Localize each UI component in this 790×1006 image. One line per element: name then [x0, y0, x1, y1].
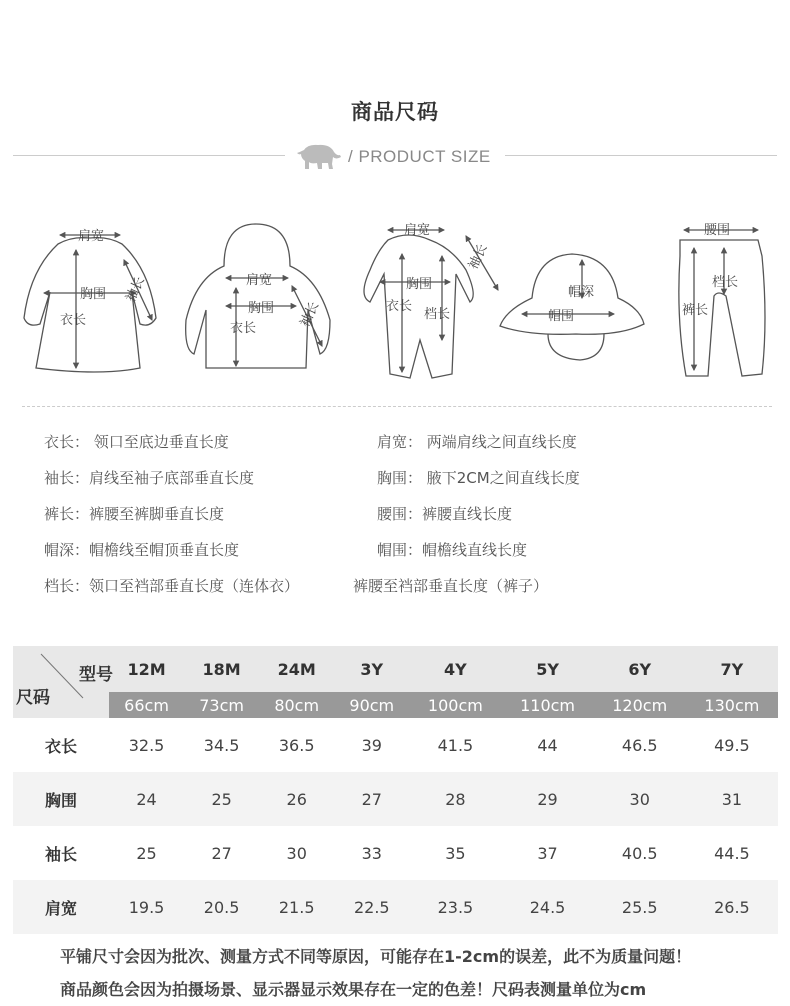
svg-text:帽深: 帽深 [568, 285, 595, 300]
table-cell: 32.5 [128, 735, 165, 755]
elephant-icon [296, 144, 342, 170]
svg-text:档长: 档长 [424, 307, 451, 322]
height-header: 110cm [501, 692, 593, 718]
table-cell: 26.5 [686, 880, 778, 934]
table-cell: 25 [136, 843, 157, 863]
table-cell: 28 [409, 772, 501, 826]
table-cell: 40.5 [621, 843, 658, 863]
table-cell: 24.5 [501, 880, 593, 934]
height-header-row [13, 692, 778, 718]
table-cell: 27 [211, 843, 232, 863]
svg-text:胸围: 胸围 [80, 287, 107, 302]
height-header: 80cm [259, 692, 334, 718]
table-cell: 34.5 [203, 735, 240, 755]
table-cell: 26 [259, 772, 334, 826]
divider-left [13, 155, 285, 156]
table-row [13, 772, 778, 826]
table-cell: 37 [537, 843, 558, 863]
table-cell: 31 [686, 772, 778, 826]
table-cell: 30 [286, 843, 307, 863]
definition-row: 档长：领口至裆部垂直长度（连体衣） 裤腰至裆部垂直长度（裤子） [44, 577, 549, 595]
table-cell: 49.5 [714, 735, 750, 755]
table-cell: 44 [537, 735, 558, 755]
note-line: 商品颜色会因为拍摄场景、显示器显示效果存在一定的色差！尺码表测量单位为cm [60, 980, 647, 999]
table-cell: 24 [109, 772, 184, 826]
height-header: 66cm [109, 692, 184, 718]
definition-row: 裤长：裤腰至裤脚垂直长度 腰围：裤腰直线长度 [44, 505, 513, 523]
table-cell: 33 [361, 843, 382, 863]
size-header: 5Y [501, 646, 593, 692]
page-title: 商品尺码 [351, 100, 439, 124]
svg-text:腰围: 腰围 [704, 223, 731, 238]
pants-diagram [679, 223, 765, 376]
svg-text:袖长: 袖长 [465, 241, 491, 272]
table-cell: 36.5 [278, 735, 315, 755]
definition-row: 袖长：肩线至袖子底部垂直长度 胸围： 腋下2CM之间直线长度 [44, 469, 580, 487]
svg-text:肩宽: 肩宽 [404, 223, 431, 238]
svg-text:肩宽: 肩宽 [246, 273, 273, 288]
table-cell: 19.5 [109, 880, 184, 934]
table-cell: 29 [501, 772, 593, 826]
height-header: 100cm [409, 692, 501, 718]
divider-right [505, 155, 777, 156]
subtitle: / PRODUCT SIZE [296, 144, 491, 170]
svg-text:胸围: 胸围 [248, 301, 275, 316]
hat-diagram [500, 254, 644, 360]
table-cell: 21.5 [259, 880, 334, 934]
row-label: 衣长 [44, 736, 77, 756]
dress-diagram [24, 229, 156, 372]
svg-text:衣长: 衣长 [386, 299, 413, 314]
svg-text:袖长: 袖长 [297, 299, 323, 330]
svg-text:裤长: 裤长 [682, 303, 709, 318]
table-cell: 30 [594, 772, 686, 826]
definition-row: 衣长： 领口至底边垂直长度 肩宽： 两端肩线之间直线长度 [44, 433, 577, 451]
svg-text:衣长: 衣长 [60, 313, 87, 328]
table-row [13, 718, 778, 772]
table-cell: 44.5 [714, 843, 750, 863]
svg-text:袖长: 袖长 [123, 274, 149, 305]
table-cell: 41.5 [437, 735, 474, 755]
romper-diagram [364, 223, 498, 378]
svg-text:档长: 档长 [712, 275, 739, 290]
row-label: 袖长 [44, 844, 77, 864]
table-cell: 46.5 [621, 735, 658, 755]
table-cell: 20.5 [184, 880, 259, 934]
size-header-row [13, 646, 778, 692]
table-corner-cell: 型号 尺码 [13, 646, 109, 718]
table-cell: 25.5 [594, 880, 686, 934]
height-header: 73cm [184, 692, 259, 718]
height-header: 90cm [334, 692, 409, 718]
svg-text:肩宽: 肩宽 [78, 229, 105, 244]
svg-text:衣长: 衣长 [230, 321, 257, 336]
table-cell: 23.5 [409, 880, 501, 934]
size-header: 3Y [334, 646, 409, 692]
table-row [13, 826, 778, 880]
table-row [13, 880, 778, 934]
height-header: 130cm [686, 692, 778, 718]
height-header: 120cm [594, 692, 686, 718]
disclaimer-notes [60, 940, 691, 1006]
svg-text:胸围: 胸围 [406, 277, 433, 292]
section-divider [22, 406, 772, 407]
table-cell: 27 [334, 772, 409, 826]
note-line: 平铺尺寸会因为批次、测量方式不同等原因，可能存在1-2cm的误差，此不为质量问题！ [60, 947, 692, 966]
table-cell: 22.5 [334, 880, 409, 934]
row-label: 肩宽 [13, 880, 109, 934]
jacket-diagram [186, 224, 330, 368]
definition-row: 帽深：帽檐线至帽顶垂直长度 帽围：帽檐线直线长度 [44, 541, 528, 559]
size-header: 12M [109, 646, 184, 692]
table-cell: 35 [445, 843, 466, 863]
size-header: 18M [184, 646, 259, 692]
size-header: 4Y [409, 646, 501, 692]
table-cell: 39 [361, 735, 382, 755]
size-table [13, 646, 778, 934]
row-label: 胸围 [13, 772, 109, 826]
measurement-definitions [44, 424, 764, 604]
size-header: 24M [259, 646, 334, 692]
garment-measurement-diagrams [0, 200, 790, 400]
size-header: 6Y [594, 646, 686, 692]
size-header: 7Y [686, 646, 778, 692]
svg-text:帽围: 帽围 [548, 309, 575, 324]
table-cell: 25 [184, 772, 259, 826]
